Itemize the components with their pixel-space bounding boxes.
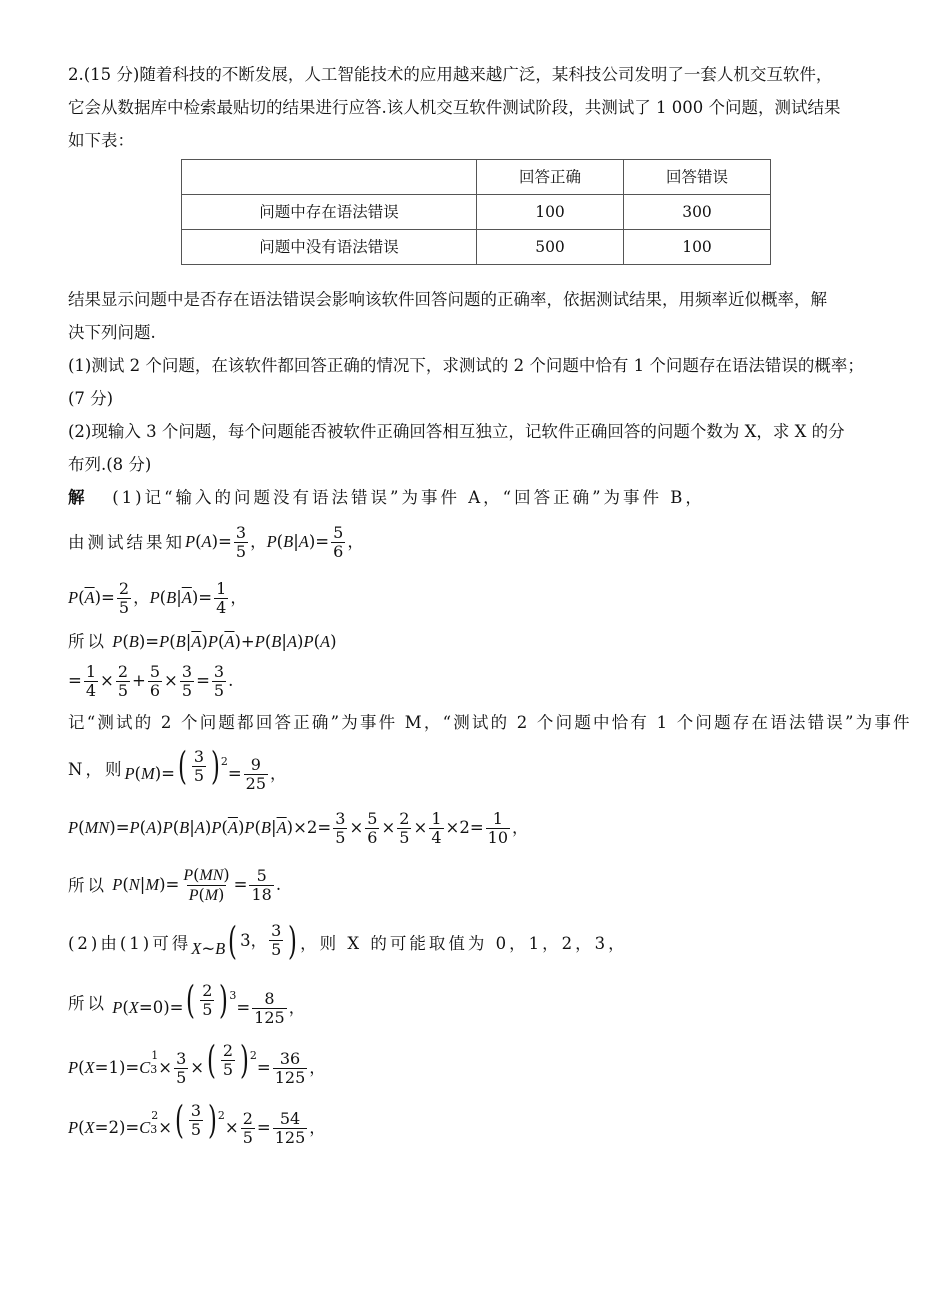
text-after-table-2: 决下列问题.: [68, 323, 156, 342]
math-line-pa: [68, 514, 894, 570]
math-expr: $P(\overline{A})=$ $\frac{2}{5}$ ，$P(B|\overline{A})=$ $\frac{1}{4}$ ，: [68, 578, 247, 617]
math-line-px2: [68, 1093, 894, 1153]
math-line-pb-value: [68, 656, 894, 706]
table-cell: 100: [477, 195, 624, 230]
math-text: (2)由(1)可得: [68, 933, 192, 953]
table-cell: 100: [624, 230, 771, 265]
math-line-px1: [68, 1033, 894, 1093]
table-row: [182, 230, 771, 265]
question-1-line-2: (7 分): [68, 389, 114, 408]
math-text: 所以: [68, 875, 107, 895]
problem-header: 2.(15 分)随着科技的不断发展，人工智能技术的应用越来越广泛，某科技公司发明了一套人机交互软件，: [68, 65, 833, 84]
question-2-line-2: 布列.(8 分): [68, 455, 152, 474]
math-line-pm: [68, 739, 894, 799]
result-table: [181, 159, 771, 265]
question-1-line-1: (1)测试 2 个问题，在该软件都回答正确的情况下，求测试的 2 个问题中恰有 1 个问题存在语法错误的概率；: [68, 356, 864, 375]
math-text: N，则: [68, 759, 125, 779]
solution-line-1: (1)记“输入的问题没有语法错误”为事件 A，“回答正确”为事件 B，: [112, 488, 705, 507]
document-page: [68, 58, 912, 1153]
table-cell: 300: [624, 195, 771, 230]
solution-label: 解: [68, 488, 88, 507]
math-line-px0: [68, 973, 894, 1033]
problem-line-3: 如下表：: [68, 131, 134, 150]
math-expr: P(N|M)= $\frac{P(MN)}{P(M)}$ = $\frac{5}{18}$ .: [112, 864, 282, 904]
table-cell: 问题中没有语法错误: [182, 230, 477, 265]
math-text: 所以: [68, 993, 107, 1013]
table-header-cell: 回答正确: [477, 160, 624, 195]
math-expr: P(X=0)= ( $\frac{2}{5}$ ) $^3$= $\frac{8}{125}$ ，: [112, 978, 306, 1027]
math-line-binomial: [68, 913, 894, 973]
table-header-row: [182, 160, 771, 195]
math-line-pnm: [68, 857, 894, 913]
math-expr: P(M)= ( $\frac{3}{5}$ ) $^2$= $\frac{9}{25}$ ，: [124, 744, 287, 793]
table-header-cell: [182, 160, 477, 195]
math-expr: X~B ( 3， $\frac{3}{5}$ ): [191, 918, 298, 963]
math-expr: $P(B)=P(B|\overline{A})P(\overline{A})+P(B|A)P(A)$: [112, 631, 337, 651]
event-m-line: 记“测试的 2 个问题都回答正确”为事件 M，“测试的 2 个问题中恰有 1 个问题存在语法错误”为事件: [68, 713, 912, 732]
math-expr: = $\frac{1}{4}$ × $\frac{2}{5}$ + $\frac{5}{6}$ × $\frac{3}{5}$ = $\frac{3}{5}$ .: [68, 661, 234, 700]
text-after-table-1: 结果显示问题中是否存在语法错误会影响该软件回答问题的正确率，依据测试结果，用频率近似概率，解: [68, 290, 827, 309]
math-text: 由测试结果知: [68, 532, 185, 552]
math-expr: $P(MN)=P(A)P(B|A)P(\overline{A})P(B|\overline{A})\times 2=$ $\frac{3}{5}$ × $\frac{5}{6}$ × $\frac{2}{5}$ × $\frac{1}{4}$ ×2= $\frac{1}{10}$ ，: [68, 808, 529, 847]
math-line-pb: [68, 626, 894, 656]
math-expr: P(A)= $\frac{3}{5}$ ，P(B|A)= $\frac{5}{6}$ ，: [185, 522, 364, 561]
question-2-line-1: (2)现输入 3 个问题，每个问题能否被软件正确回答相互独立，记软件正确回答的问题个数为 X，求 X 的分: [68, 422, 845, 441]
table-cell: 问题中存在语法错误: [182, 195, 477, 230]
math-line-pa-bar: [68, 570, 894, 626]
problem-line-2: 它会从数据库中检索最贴切的结果进行应答.该人机交互软件测试阶段，共测试了 1 000 个问题，测试结果: [68, 98, 841, 117]
table-row: [182, 195, 771, 230]
math-expr: $P(X=2)=C3^2\times$ ( $\frac{3}{5}$ ) $^2$× $\frac{2}{5}$ = $\frac{54}{125}$ ，: [68, 1098, 326, 1147]
table-cell: 500: [477, 230, 624, 265]
math-line-pmn: [68, 799, 894, 857]
solution-intro: [68, 481, 894, 514]
math-text: ，则 X 的可能取值为 0，1，2，3，: [300, 933, 628, 953]
table-header-cell: 回答错误: [624, 160, 771, 195]
math-text: 所以: [68, 631, 107, 651]
math-expr: $P(X=1)=C3^1\times$ $\frac{3}{5}$ × ( $\frac{2}{5}$ ) $^2$= $\frac{36}{125}$ ，: [68, 1038, 326, 1087]
